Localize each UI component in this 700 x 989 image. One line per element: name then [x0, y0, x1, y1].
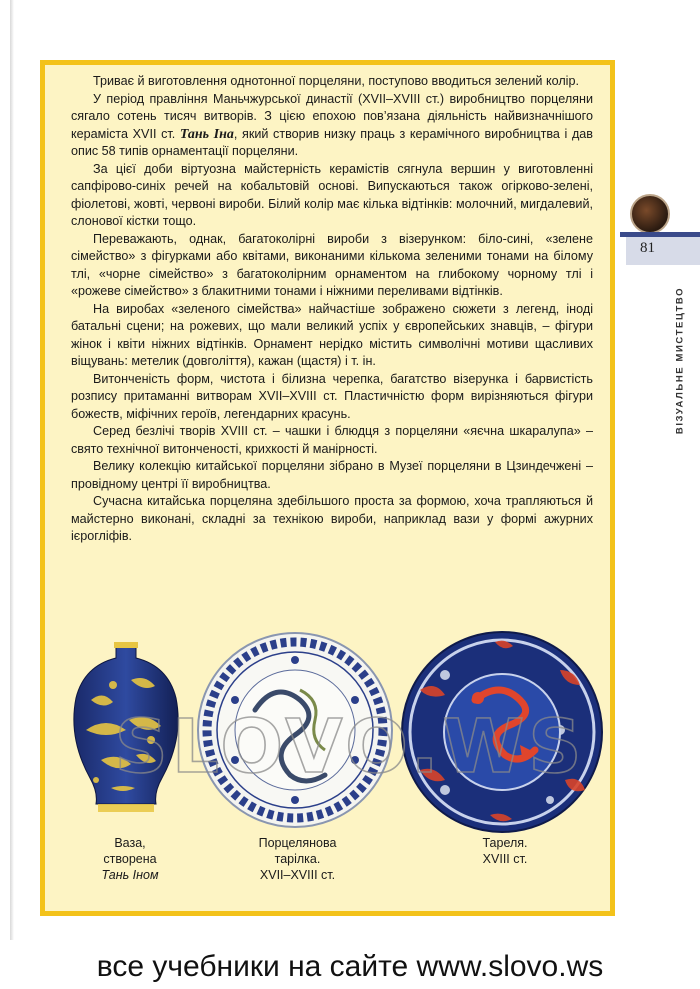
section-icon: [630, 194, 670, 234]
paragraph: Сучасна китайська порцеляна здебільшого проста за формою, хоча трапляються й майстерно виконані, складні за технікою вироби, наприклад вази у формі ажурних ієрогліфів.: [71, 494, 593, 543]
artist-name: Тань Іна: [179, 126, 234, 142]
page-number: 81: [640, 240, 655, 256]
paragraph: Велику колекцію китайської порцеляни зібрано в Музеї порцеляни в Цзиндечжені – провідному центрі її виробництва.: [71, 459, 593, 491]
content-frame: [40, 60, 615, 916]
porcelain-plate-image: [195, 630, 395, 830]
body-text: [71, 73, 593, 546]
porcelain-plate-caption: Порцелянова тарілка. XVII–XVIII ст.: [258, 836, 337, 882]
vase-image: [61, 640, 191, 820]
plate-image: [400, 630, 605, 835]
footer-text: все учебники на сайте www.slovo.ws: [96, 950, 604, 983]
paragraph: Триває й виготовлення однотонної порцеляни, поступово вводиться зелений колір.: [93, 74, 579, 88]
paragraph: На виробах «зеленого сімейства» найчастіше зображено сюжети з легенд, іноді батальні сцени; на рожевих, що мали великий успіх у європейських знавців, – фігури жінок і квіти ніжних відтінків. Орнамент нерідко містить символічні мотиви щасливих віщувань: метелик (довголіття), кажан (щастя) і т. ін.: [71, 301, 593, 368]
section-label: ВІЗУАЛЬНЕ МИСТЕЦТВО: [674, 286, 686, 435]
paragraph: Витонченість форм, чистота і білизна черепка, багатство візерунка і барвистість розпису притаманні витворам XVII–XVIII ст. Пластичністю форм вирізняються фігури божеств, міфічних героїв, легендарних красунь.: [71, 371, 593, 421]
paragraph: За цієї доби віртуозна майстерність керамістів сягнула вершин у виготовленні сапфірово-синіх речей на кобальтовій основі. Випускаються також огірково-зелені, фіолетові, жовті, червоні вироби. Білий колір має кілька відтінків: молочний, мигдалевий, слонової кістки тощо.: [71, 161, 593, 228]
vase-caption: Ваза, створена Тань Іном: [101, 836, 159, 882]
plate-caption: Тареля. XVIII ст.: [482, 836, 528, 866]
paragraph: Переважають, однак, багатоколірні вироби з візерунком: біло-сині, «зелене сімейство» з фігурками або квітами, виконаними кількома зеленими тонами на білому тлі, «чорне сімейство» з багатоколірним орнаментом на глибокому чорному тлі і «рожеве сімейство» з блакитними тонами і ніжними переливами відтінків.: [71, 231, 593, 298]
page-number-box: [626, 237, 700, 265]
svg-text:SLOVO.WS: SLOVO.WS: [114, 704, 586, 790]
paragraph: Серед безлічі творів XVIII ст. – чашки і блюдця з порцеляни «яєчна шкаралупа» – свято технічної витонченості, крихкості й манірності.: [71, 424, 593, 456]
paragraph: У період правління Маньчжурської династії (XVII–XVIII ст.) виробництво порцеляни сягало сотень тисяч витворів. З цією епохою пов’язана діяльність найвизначнішого кераміста XVII ст. Тань Іна, який створив низку праць з керамічного виробництва і дав опис 58 типів орнаментації порцеляни.: [71, 91, 593, 158]
page-gutter: [10, 0, 14, 940]
